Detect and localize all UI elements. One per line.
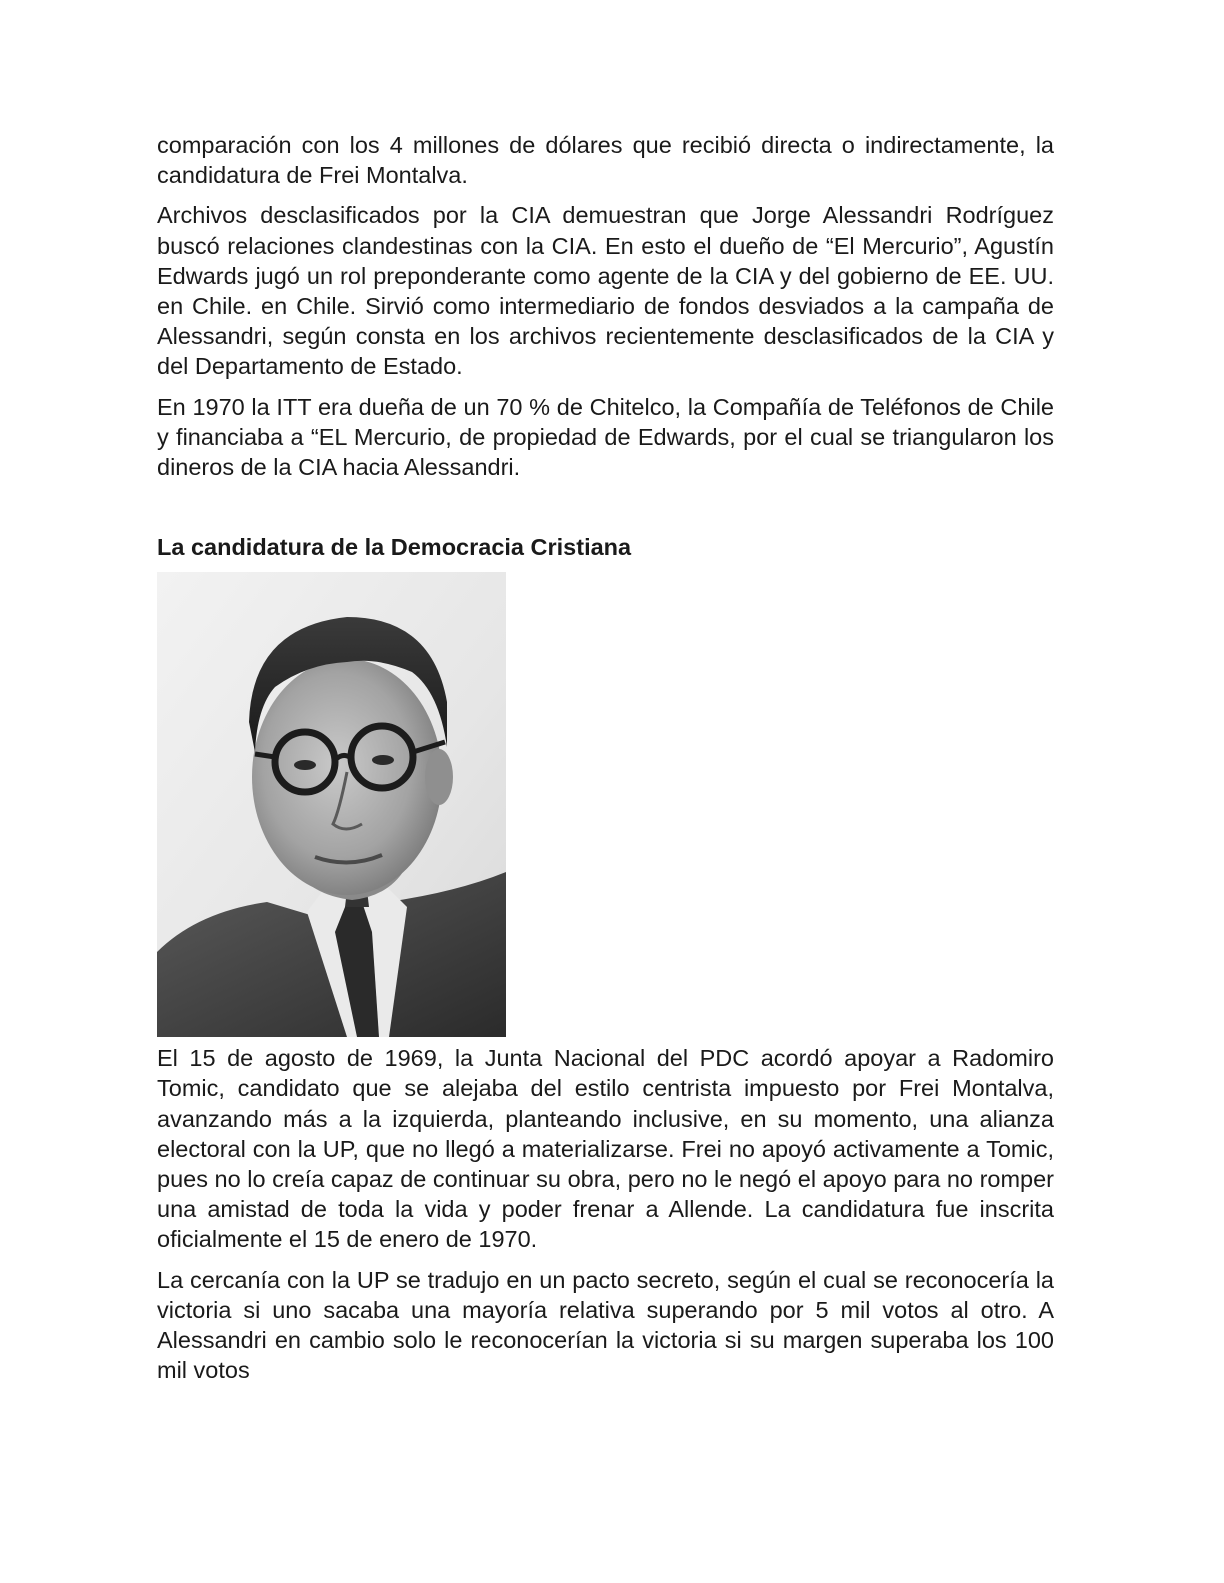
portrait-photo: [157, 572, 506, 1037]
paragraph-cia-archives: Archivos desclasificados por la CIA demuestran que Jorge Alessandri Rodríguez buscó relaciones clandestinas con la CIA. En esto el dueño de “El Mercurio”, Agustín Edwards jugó un rol preponderante como agente de la CIA y del gobierno de EE. UU. en Chile. en Chile. Sirvió como intermediario de fondos desviados a la campaña de Alessandri, según consta en los archivos recientemente desclasificados de la CIA y del Departamento de Estado.: [157, 202, 1054, 380]
paragraph-secret-pact: La cercanía con la UP se tradujo en un pacto secreto, según el cual se reconocería la victoria si uno sacaba una mayoría relativa superando por 5 mil votos al otro. A Alessandri en cambio solo le reconocerían la victoria si su margen superaba los 100 mil votos: [157, 1266, 1054, 1384]
section-heading: La candidatura de la Democracia Cristiana: [157, 534, 632, 561]
document-page: [157, 130, 1054, 1395]
paragraph-itt-chitelco: En 1970 la ITT era dueña de un 70 % de Chitelco, la Compañía de Teléfonos de Chile y financiaba a “EL Mercurio, de propiedad de Edwards, por el cual se triangularon los dineros de la CIA hacia Alessandri.: [157, 393, 1054, 481]
paragraph-cia-comparison: comparación con los 4 millones de dólares que recibió directa o indirectamente, la candidatura de Frei Montalva.: [157, 132, 1054, 189]
paragraph-pdc-tomic: El 15 de agosto de 1969, la Junta Nacional del PDC acordó apoyar a Radomiro Tomic, candidato que se alejaba del estilo centrista impuesto por Frei Montalva, avanzando más a la izquierda, planteando inclusive, en su momento, una alianza electoral con la UP, que no llegó a materializarse. Frei no apoyó activamente a Tomic, pues no lo creía capaz de continuar su obra, pero no le negó el apoyo para no romper una amistad de toda la vida y poder frenar a Allende. La candidatura fue inscrita oficialmente el 15 de enero de 1970.: [157, 1045, 1054, 1253]
